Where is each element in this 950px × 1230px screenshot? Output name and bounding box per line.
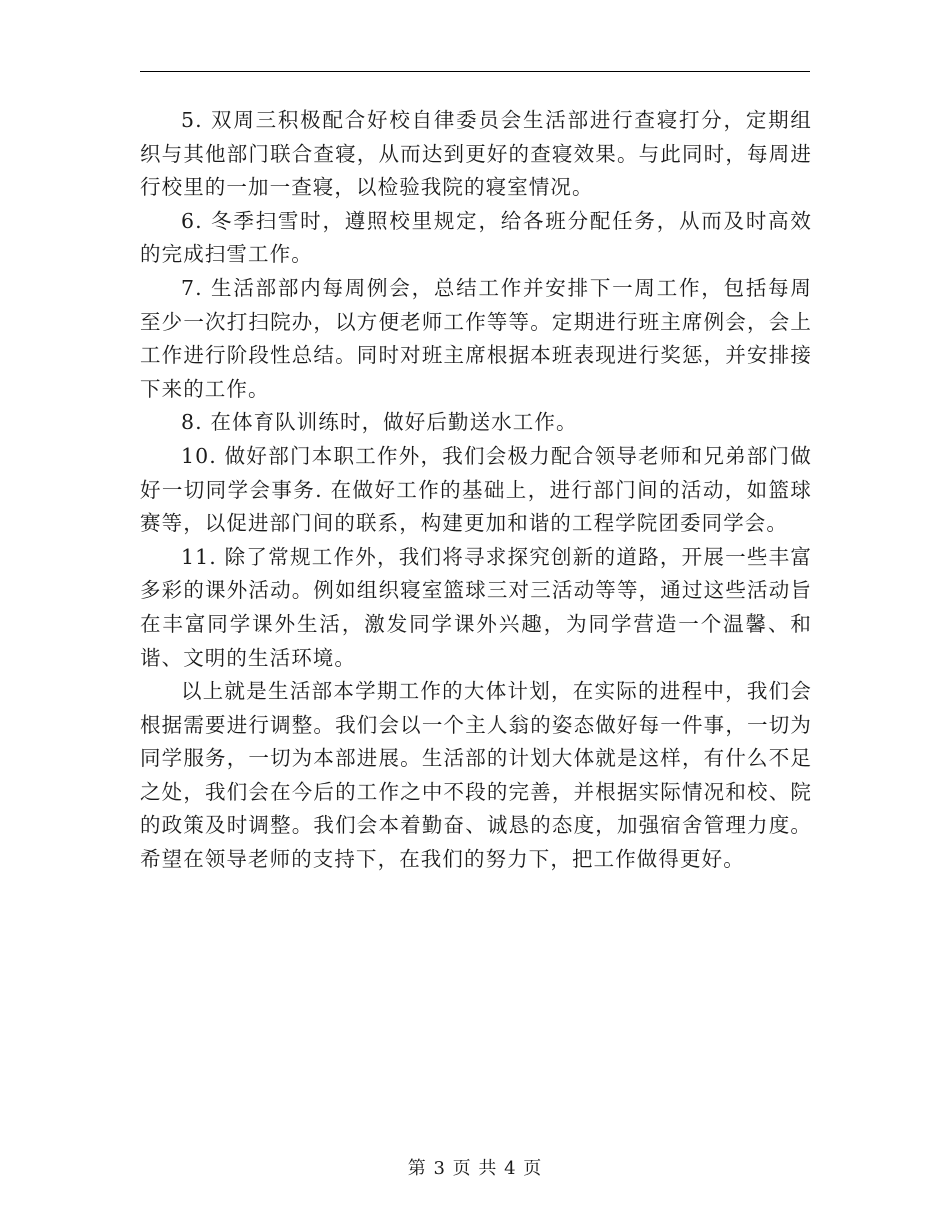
- header-rule: [140, 71, 810, 72]
- paragraph-item-5: 5. 双周三积极配合好校自律委员会生活部进行查寝打分，定期组织与其他部门联合查寝，从而达到更好的查寝效果。与此同时，每周进行校里的一加一查寝，以检验我院的寝室情况。: [140, 108, 812, 200]
- paragraph-item-8: 8. 在体育队训练时，做好后勤送水工作。: [181, 410, 578, 435]
- paragraph-item-10: 10. 做好部门本职工作外，我们会极力配合领导老师和兄弟部门做好一切同学会事务. 在做好工作的基础上，进行部门间的活动，如篮球赛等，以促进部门间的联系，构建更加和谐的工程学院团委同学会。: [140, 443, 812, 536]
- paragraph-item-6: 6. 冬季扫雪时，遵照校里规定，给各班分配任务，从而及时高效的完成扫雪工作。: [140, 208, 812, 267]
- page-number-footer: 第 3 页 共 4 页: [407, 1158, 543, 1179]
- paragraph-conclusion: 以上就是生活部本学期工作的大体计划，在实际的进程中，我们会根据需要进行调整。我们会以一个主人翁的姿态做好每一件事，一切为同学服务，一切为本部进展。生活部的计划大体就是这样，有什么不足之处，我们会在今后的工作之中不段的完善，并根据实际情况和校、院的政策及时调整。我们会本着勤奋、诚恳的态度，加强宿舍管理力度。希望在领导老师的支持下，在我们的努力下，把工作做得更好。: [140, 679, 812, 872]
- paragraph-item-7: 7. 生活部部内每周例会，总结工作并安排下一周工作，包括每周至少一次打扫院办，以方便老师工作等等。定期进行班主席例会，会上工作进行阶段性总结。同时对班主席根据本班表现进行奖惩，并安排接下来的工作。: [140, 275, 812, 401]
- document-body: [140, 104, 812, 877]
- paragraph-item-11: 11. 除了常规工作外，我们将寻求探究创新的道路，开展一些丰富多彩的课外活动。例如组织寝室篮球三对三活动等等，通过这些活动旨在丰富同学课外生活，激发同学课外兴趣，为同学营造一个温馨、和谐、文明的生活环境。: [140, 544, 812, 670]
